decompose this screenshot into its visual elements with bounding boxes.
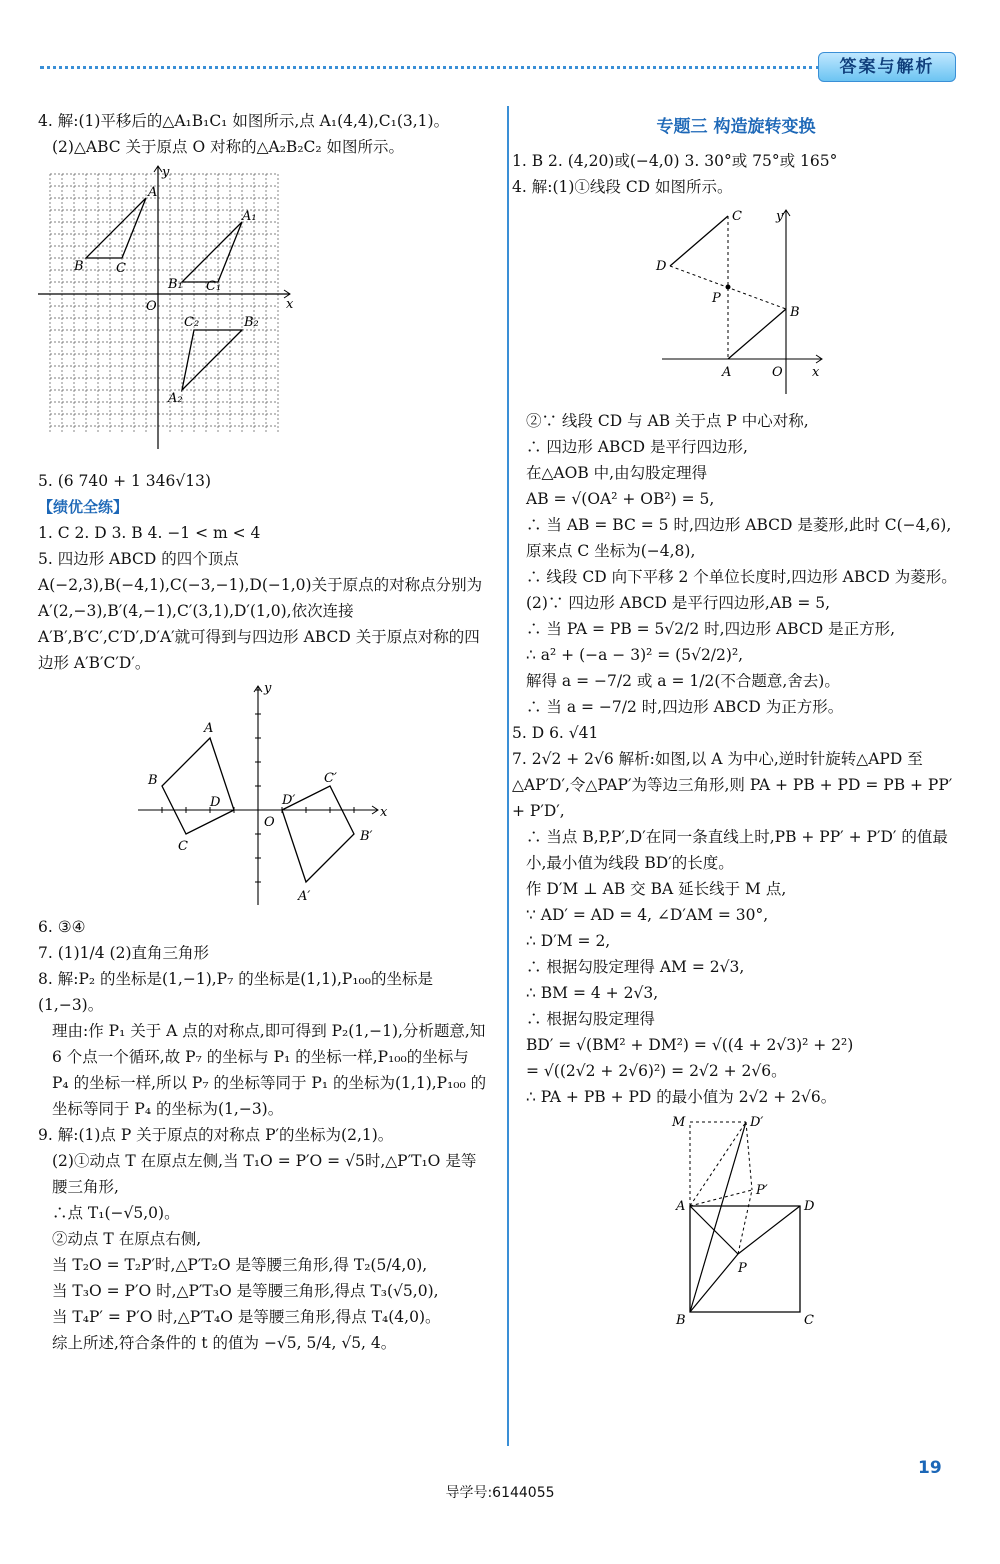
fig3-label-C: C — [732, 209, 742, 224]
right-q7-line4: ∵ AD′ = AD = 4, ∠D′AM = 30°, — [526, 906, 769, 924]
figure-quadrilateral-symmetry — [28, 680, 468, 910]
left-q5: 5. (6 740 + 1 346√13) — [38, 472, 211, 490]
fig1-label-A: A — [148, 185, 158, 200]
left-q9-line5: 当 T₂O = T₂P′时,△P′T₂O 是等腰三角形,得 T₂(5/4,0), — [52, 1256, 428, 1274]
right-q7-line3: 作 D′M ⊥ AB 交 BA 延长线于 M 点, — [526, 880, 787, 898]
left-q9-line4: ②动点 T 在原点右侧, — [52, 1230, 202, 1248]
header-tag: 答案与解析 — [818, 52, 956, 82]
right-q4a: 4. 解:(1)①线段 CD 如图所示。 — [512, 178, 733, 196]
right-q7-line6: ∴ 根据勾股定理得 AM = 2√3, — [526, 958, 745, 976]
fig2-label-y: y — [264, 681, 272, 696]
left-q4-line2: (2)△ABC 关于原点 O 对称的△A₂B₂C₂ 如图所示。 — [52, 138, 405, 156]
topic-title: 专题三 构造旋转变换 — [656, 117, 816, 137]
fig4-label-D2: D′ — [750, 1115, 764, 1130]
fig2-label-B2: B′ — [360, 829, 373, 844]
right-q4b-line8: ∴ 当 PA = PB = 5√2/2 时,四边形 ABCD 是正方形, — [526, 620, 896, 638]
fig4-label-P: P — [738, 1261, 747, 1276]
fig4-label-A: A — [676, 1199, 686, 1214]
fig2-label-C: C — [178, 839, 188, 854]
fig2-label-D2: D′ — [282, 793, 296, 808]
column-divider — [507, 106, 509, 1446]
left-q9-line6: 当 T₃O = P′O 时,△P′T₃O 是等腰三角形,得点 T₃(√5,0), — [52, 1282, 439, 1300]
left-q5b: 5. 四边形 ABCD 的四个顶点 A(−2,3),B(−4,1),C(−3,−1),D(−1,0)关于原点的对称点分别为 A′(2,−3),B′(4,−1),C′(3,1),D′(1,0),依次连接 A′B′,B′C′,C′D′,D′A′就可得到与四边形 ABCD 关于原点对称的四边形 A′B′C′D′。 — [38, 550, 483, 672]
right-q4b-line9: ∴ a² + (−a − 3)² = (5√2/2)², — [526, 646, 744, 664]
right-column — [512, 108, 960, 1333]
right-q4b-line5: ∴ 当 AB = BC = 5 时,四边形 ABCD 是菱形,此时 C(−4,6),原来点 C 坐标为(−4,8), — [526, 516, 952, 560]
fig3-label-B: B — [790, 305, 800, 320]
right-q4b-line4: AB = √(OA² + OB²) = 5, — [526, 490, 715, 508]
fig1-label-C: C — [116, 261, 126, 276]
left-q6: 6. ③④ — [38, 918, 86, 936]
fig3-label-D: D — [656, 259, 667, 274]
fig1-label-B2: B₂ — [244, 315, 259, 330]
left-q8-line1: 8. 解:P₂ 的坐标是(1,−1),P₇ 的坐标是(1,1),P₁₀₀的坐标是(1,−3)。 — [38, 970, 433, 1014]
fig1-label-B1: B₁ — [168, 277, 183, 292]
left-q9-line1: 9. 解:(1)点 P 关于原点的对称点 P′的坐标为(2,1)。 — [38, 1126, 394, 1144]
right-q7-line11: ∴ PA + PB + PD 的最小值为 2√2 + 2√6。 — [526, 1088, 837, 1106]
fig2-label-A: A — [204, 721, 214, 736]
right-q7-line1: 7. 2√2 + 2√6 解析:如图,以 A 为中心,逆时针旋转△APD 至△AP′D′,令△PAP′为等边三角形,则 PA + PB + PD = PB + PP′ + P′D′, — [512, 750, 953, 820]
right-q1-3: 1. B 2. (4,20)或(−4,0) 3. 30°或 75°或 165° — [512, 152, 838, 170]
header-dotted-rule — [40, 66, 820, 69]
figure-grid-triangles — [38, 164, 298, 464]
right-q7-line10: = √((2√2 + 2√6)²) = 2√2 + 2√6。 — [526, 1062, 787, 1080]
left-q9-line7: 当 T₄P′ = P′O 时,△P′T₄O 是等腰三角形,得点 T₄(4,0)。 — [52, 1308, 441, 1326]
fig3-label-A: A — [722, 365, 732, 380]
left-q8-line2: 理由:作 P₁ 关于 A 点的对称点,即可得到 P₂(1,−1),分析题意,知 6 个点一个循环,故 P₇ 的坐标与 P₁ 的坐标一样,P₁₀₀的坐标与 P₄ 的坐标一样,所以 P₇ 的坐标等同于 P₁ 的坐标为(1,1),P₁₀₀ 的坐标等同于 P₄ 的坐标为(1,−3)。 — [52, 1022, 487, 1118]
right-q4b-line11: ∴ 当 a = −7/2 时,四边形 ABCD 为正方形。 — [526, 698, 844, 716]
fig3-label-P: P — [712, 291, 721, 306]
fig4-label-D: D — [804, 1199, 815, 1214]
left-q9-line8: 综上所述,符合条件的 t 的值为 −√5, 5/4, √5, 4。 — [52, 1334, 397, 1352]
left-q1-4: 1. C 2. D 3. B 4. −1 < m < 4 — [38, 524, 261, 542]
fig2-label-O: O — [264, 815, 275, 830]
fig4-label-P2: P′ — [756, 1183, 768, 1198]
fig1-label-O: O — [146, 299, 157, 314]
fig4-label-B: B — [676, 1313, 686, 1328]
left-q9-line3: ∴点 T₁(−√5,0)。 — [52, 1204, 180, 1222]
fig2-label-D: D — [210, 795, 221, 810]
watermark-logo — [820, 1498, 990, 1558]
right-q4b-line7: (2)∵ 四边形 ABCD 是平行四边形,AB = 5, — [526, 594, 831, 612]
right-q4b-line3: 在△AOB 中,由勾股定理得 — [526, 464, 708, 482]
page-number: 19 — [918, 1458, 942, 1478]
fig3-label-O: O — [772, 365, 783, 380]
fig1-label-A1: A₁ — [242, 209, 257, 224]
fig1-label-B: B — [74, 259, 84, 274]
fig3-label-x: x — [812, 365, 820, 380]
fig1-label-y: y — [162, 165, 170, 180]
right-q4b-line10: 解得 a = −7/2 或 a = 1/2(不合题意,舍去)。 — [526, 672, 840, 690]
fig2-label-x: x — [380, 805, 388, 820]
right-q7-line8: ∴ 根据勾股定理得 — [526, 1010, 655, 1028]
left-q9-line2: (2)①动点 T 在原点左侧,当 T₁O = P′O = √5时,△P′T₁O 是等腰三角形, — [52, 1152, 477, 1196]
section-heading: 【绩优全练】 — [38, 498, 129, 516]
left-q7: 7. (1)1/4 (2)直角三角形 — [38, 944, 209, 962]
fig2-label-A2: A′ — [298, 889, 311, 904]
footer-code: 导学号:6144055 — [445, 1485, 555, 1501]
fig2-label-C2: C′ — [324, 771, 337, 786]
right-q7-line7: ∴ BM = 4 + 2√3, — [526, 984, 659, 1002]
right-q4b-line6: ∴ 线段 CD 向下平移 2 个单位长度时,四边形 ABCD 为菱形。 — [526, 568, 957, 586]
right-q7-line9: BD′ = √(BM² + DM²) = √((4 + 2√3)² + 2²) — [526, 1036, 854, 1054]
fig4-label-C: C — [804, 1313, 814, 1328]
left-column — [38, 108, 490, 1356]
figure-square-rotation — [512, 1114, 960, 1329]
right-q4b-line1: ②∵ 线段 CD 与 AB 关于点 P 中心对称, — [526, 412, 809, 430]
right-q4b-line2: ∴ 四边形 ABCD 是平行四边形, — [526, 438, 748, 456]
figure-segment-cd — [512, 204, 960, 404]
fig1-label-C1: C₁ — [206, 279, 222, 294]
fig1-label-C2: C₂ — [184, 315, 200, 330]
fig2-label-B: B — [148, 773, 158, 788]
fig3-label-y: y — [776, 209, 784, 224]
fig4-label-M: M — [672, 1115, 686, 1130]
left-q4-line1: 4. 解:(1)平移后的△A₁B₁C₁ 如图所示,点 A₁(4,4),C₁(3,1)。 — [38, 112, 450, 130]
fig1-label-A2: A₂ — [168, 391, 183, 406]
right-q7-line5: ∴ D′M = 2, — [526, 932, 611, 950]
right-q5-6: 5. D 6. √41 — [512, 724, 599, 742]
fig1-label-x: x — [286, 297, 294, 312]
right-q7-line2: ∴ 当点 B,P,P′,D′在同一条直线上时,PB + PP′ + P′D′ 的值最小,最小值为线段 BD′的长度。 — [526, 828, 948, 872]
